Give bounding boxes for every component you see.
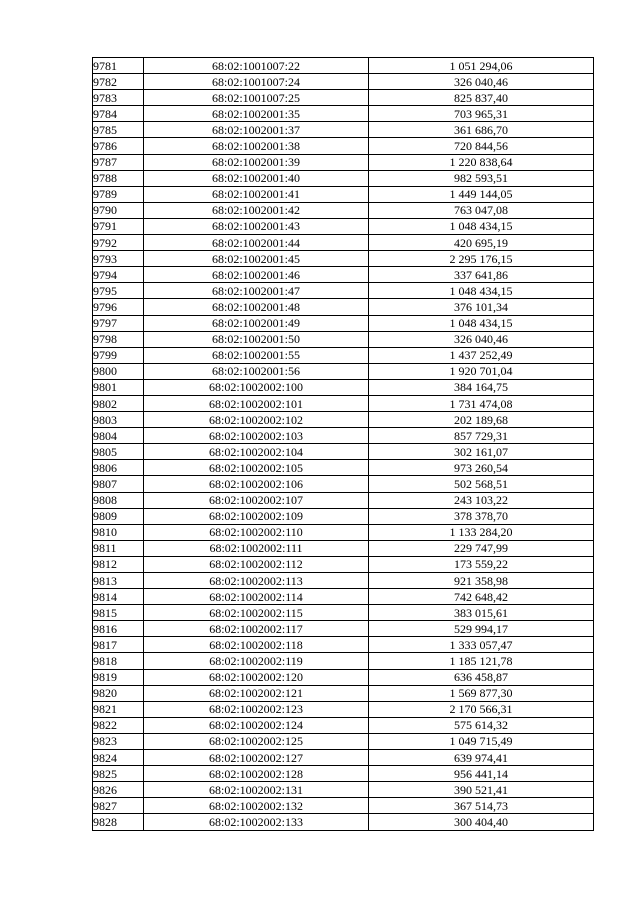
value-cell: 2 295 176,15 bbox=[369, 251, 594, 267]
cadastral-number-cell: 68:02:1001007:24 bbox=[144, 74, 369, 90]
cadastral-number-cell: 68:02:1002002:112 bbox=[144, 556, 369, 572]
cadastral-number-cell: 68:02:1002002:127 bbox=[144, 750, 369, 766]
table-row bbox=[93, 138, 594, 154]
cadastral-number-cell: 68:02:1002002:117 bbox=[144, 621, 369, 637]
cadastral-number-cell: 68:02:1002001:42 bbox=[144, 202, 369, 218]
table-row bbox=[93, 556, 594, 572]
row-number-cell: 9827 bbox=[93, 798, 144, 814]
value-cell: 1 437 252,49 bbox=[369, 347, 594, 363]
cadastral-number-cell: 68:02:1002002:118 bbox=[144, 637, 369, 653]
value-cell: 1 449 144,05 bbox=[369, 186, 594, 202]
table-row bbox=[93, 106, 594, 122]
row-number-cell: 9810 bbox=[93, 524, 144, 540]
cadastral-number-cell: 68:02:1002002:111 bbox=[144, 540, 369, 556]
cadastral-number-cell: 68:02:1002001:56 bbox=[144, 363, 369, 379]
cadastral-number-cell: 68:02:1002002:107 bbox=[144, 492, 369, 508]
cadastral-number-cell: 68:02:1002002:100 bbox=[144, 379, 369, 395]
value-cell: 361 686,70 bbox=[369, 122, 594, 138]
table-row bbox=[93, 476, 594, 492]
value-cell: 384 164,75 bbox=[369, 379, 594, 395]
value-cell: 383 015,61 bbox=[369, 605, 594, 621]
value-cell: 2 170 566,31 bbox=[369, 701, 594, 717]
value-cell: 1 185 121,78 bbox=[369, 653, 594, 669]
value-cell: 1 333 057,47 bbox=[369, 637, 594, 653]
table-row bbox=[93, 766, 594, 782]
row-number-cell: 9788 bbox=[93, 170, 144, 186]
table-row bbox=[93, 605, 594, 621]
cadastral-number-cell: 68:02:1002002:124 bbox=[144, 717, 369, 733]
cadastral-value-table bbox=[92, 57, 594, 831]
value-cell: 326 040,46 bbox=[369, 74, 594, 90]
row-number-cell: 9819 bbox=[93, 669, 144, 685]
cadastral-number-cell: 68:02:1002002:132 bbox=[144, 798, 369, 814]
value-cell: 763 047,08 bbox=[369, 202, 594, 218]
row-number-cell: 9793 bbox=[93, 251, 144, 267]
cadastral-number-cell: 68:02:1002002:114 bbox=[144, 589, 369, 605]
row-number-cell: 9798 bbox=[93, 331, 144, 347]
cadastral-number-cell: 68:02:1002001:49 bbox=[144, 315, 369, 331]
row-number-cell: 9784 bbox=[93, 106, 144, 122]
value-cell: 1 220 838,64 bbox=[369, 154, 594, 170]
row-number-cell: 9791 bbox=[93, 218, 144, 234]
row-number-cell: 9804 bbox=[93, 428, 144, 444]
table-row bbox=[93, 573, 594, 589]
row-number-cell: 9794 bbox=[93, 267, 144, 283]
cadastral-number-cell: 68:02:1002001:40 bbox=[144, 170, 369, 186]
value-cell: 529 994,17 bbox=[369, 621, 594, 637]
row-number-cell: 9792 bbox=[93, 235, 144, 251]
value-cell: 173 559,22 bbox=[369, 556, 594, 572]
row-number-cell: 9782 bbox=[93, 74, 144, 90]
value-cell: 825 837,40 bbox=[369, 90, 594, 106]
row-number-cell: 9812 bbox=[93, 556, 144, 572]
cadastral-number-cell: 68:02:1002002:102 bbox=[144, 412, 369, 428]
table-row bbox=[93, 218, 594, 234]
value-cell: 502 568,51 bbox=[369, 476, 594, 492]
cadastral-number-cell: 68:02:1002001:47 bbox=[144, 283, 369, 299]
cadastral-number-cell: 68:02:1002001:48 bbox=[144, 299, 369, 315]
value-cell: 1 049 715,49 bbox=[369, 733, 594, 749]
cadastral-number-cell: 68:02:1002002:123 bbox=[144, 701, 369, 717]
cadastral-number-cell: 68:02:1002001:44 bbox=[144, 235, 369, 251]
table-row bbox=[93, 798, 594, 814]
cadastral-number-cell: 68:02:1002001:41 bbox=[144, 186, 369, 202]
table-row bbox=[93, 750, 594, 766]
row-number-cell: 9785 bbox=[93, 122, 144, 138]
row-number-cell: 9820 bbox=[93, 685, 144, 701]
value-cell: 575 614,32 bbox=[369, 717, 594, 733]
cadastral-number-cell: 68:02:1001007:25 bbox=[144, 90, 369, 106]
table-row bbox=[93, 589, 594, 605]
value-cell: 973 260,54 bbox=[369, 460, 594, 476]
row-number-cell: 9803 bbox=[93, 412, 144, 428]
row-number-cell: 9818 bbox=[93, 653, 144, 669]
row-number-cell: 9781 bbox=[93, 58, 144, 74]
cadastral-number-cell: 68:02:1002002:119 bbox=[144, 653, 369, 669]
row-number-cell: 9816 bbox=[93, 621, 144, 637]
cadastral-number-cell: 68:02:1002001:46 bbox=[144, 267, 369, 283]
row-number-cell: 9826 bbox=[93, 782, 144, 798]
value-cell: 376 101,34 bbox=[369, 299, 594, 315]
table-row bbox=[93, 154, 594, 170]
value-cell: 243 103,22 bbox=[369, 492, 594, 508]
table-row bbox=[93, 202, 594, 218]
row-number-cell: 9789 bbox=[93, 186, 144, 202]
cadastral-number-cell: 68:02:1002002:103 bbox=[144, 428, 369, 444]
table-row bbox=[93, 508, 594, 524]
cadastral-number-cell: 68:02:1002002:120 bbox=[144, 669, 369, 685]
table-row bbox=[93, 395, 594, 411]
row-number-cell: 9825 bbox=[93, 766, 144, 782]
table-row bbox=[93, 186, 594, 202]
cadastral-number-cell: 68:02:1002001:39 bbox=[144, 154, 369, 170]
row-number-cell: 9815 bbox=[93, 605, 144, 621]
value-cell: 302 161,07 bbox=[369, 444, 594, 460]
cadastral-number-cell: 68:02:1002002:113 bbox=[144, 573, 369, 589]
table-row bbox=[93, 717, 594, 733]
value-cell: 300 404,40 bbox=[369, 814, 594, 830]
row-number-cell: 9813 bbox=[93, 573, 144, 589]
table-row bbox=[93, 412, 594, 428]
cadastral-number-cell: 68:02:1002002:105 bbox=[144, 460, 369, 476]
cadastral-number-cell: 68:02:1002002:110 bbox=[144, 524, 369, 540]
row-number-cell: 9805 bbox=[93, 444, 144, 460]
row-number-cell: 9828 bbox=[93, 814, 144, 830]
row-number-cell: 9823 bbox=[93, 733, 144, 749]
table-row bbox=[93, 331, 594, 347]
cadastral-number-cell: 68:02:1002001:37 bbox=[144, 122, 369, 138]
value-cell: 720 844,56 bbox=[369, 138, 594, 154]
value-cell: 636 458,87 bbox=[369, 669, 594, 685]
row-number-cell: 9806 bbox=[93, 460, 144, 476]
row-number-cell: 9814 bbox=[93, 589, 144, 605]
table-row bbox=[93, 251, 594, 267]
cadastral-number-cell: 68:02:1002002:115 bbox=[144, 605, 369, 621]
table-row bbox=[93, 621, 594, 637]
row-number-cell: 9783 bbox=[93, 90, 144, 106]
cadastral-number-cell: 68:02:1002001:55 bbox=[144, 347, 369, 363]
cadastral-number-cell: 68:02:1002001:45 bbox=[144, 251, 369, 267]
row-number-cell: 9799 bbox=[93, 347, 144, 363]
row-number-cell: 9807 bbox=[93, 476, 144, 492]
value-cell: 202 189,68 bbox=[369, 412, 594, 428]
table-row bbox=[93, 540, 594, 556]
table-row bbox=[93, 235, 594, 251]
table-row bbox=[93, 315, 594, 331]
table-row bbox=[93, 653, 594, 669]
table-row bbox=[93, 428, 594, 444]
row-number-cell: 9797 bbox=[93, 315, 144, 331]
value-cell: 367 514,73 bbox=[369, 798, 594, 814]
table-row bbox=[93, 363, 594, 379]
value-cell: 742 648,42 bbox=[369, 589, 594, 605]
cadastral-number-cell: 68:02:1002001:38 bbox=[144, 138, 369, 154]
value-cell: 420 695,19 bbox=[369, 235, 594, 251]
table-row bbox=[93, 299, 594, 315]
value-cell: 1 569 877,30 bbox=[369, 685, 594, 701]
value-cell: 857 729,31 bbox=[369, 428, 594, 444]
row-number-cell: 9802 bbox=[93, 395, 144, 411]
table-row bbox=[93, 701, 594, 717]
row-number-cell: 9817 bbox=[93, 637, 144, 653]
cadastral-number-cell: 68:02:1002002:125 bbox=[144, 733, 369, 749]
table-row bbox=[93, 283, 594, 299]
table-row bbox=[93, 460, 594, 476]
row-number-cell: 9787 bbox=[93, 154, 144, 170]
value-cell: 982 593,51 bbox=[369, 170, 594, 186]
row-number-cell: 9796 bbox=[93, 299, 144, 315]
row-number-cell: 9809 bbox=[93, 508, 144, 524]
table-body bbox=[93, 58, 594, 831]
cadastral-number-cell: 68:02:1002002:121 bbox=[144, 685, 369, 701]
row-number-cell: 9790 bbox=[93, 202, 144, 218]
row-number-cell: 9786 bbox=[93, 138, 144, 154]
table-row bbox=[93, 637, 594, 653]
table-row bbox=[93, 90, 594, 106]
cadastral-number-cell: 68:02:1002001:35 bbox=[144, 106, 369, 122]
cadastral-number-cell: 68:02:1002001:43 bbox=[144, 218, 369, 234]
table-row bbox=[93, 492, 594, 508]
table-row bbox=[93, 347, 594, 363]
row-number-cell: 9800 bbox=[93, 363, 144, 379]
row-number-cell: 9801 bbox=[93, 379, 144, 395]
table-row bbox=[93, 444, 594, 460]
value-cell: 1 133 284,20 bbox=[369, 524, 594, 540]
cadastral-number-cell: 68:02:1002001:50 bbox=[144, 331, 369, 347]
table-row bbox=[93, 733, 594, 749]
table-row bbox=[93, 379, 594, 395]
table-row bbox=[93, 170, 594, 186]
table-row bbox=[93, 685, 594, 701]
table-row bbox=[93, 814, 594, 830]
table-row bbox=[93, 58, 594, 74]
value-cell: 956 441,14 bbox=[369, 766, 594, 782]
cadastral-number-cell: 68:02:1002002:104 bbox=[144, 444, 369, 460]
value-cell: 639 974,41 bbox=[369, 750, 594, 766]
value-cell: 703 965,31 bbox=[369, 106, 594, 122]
value-cell: 390 521,41 bbox=[369, 782, 594, 798]
cadastral-number-cell: 68:02:1002002:131 bbox=[144, 782, 369, 798]
value-cell: 378 378,70 bbox=[369, 508, 594, 524]
table-row bbox=[93, 782, 594, 798]
table-row bbox=[93, 74, 594, 90]
cadastral-number-cell: 68:02:1002002:133 bbox=[144, 814, 369, 830]
row-number-cell: 9795 bbox=[93, 283, 144, 299]
row-number-cell: 9824 bbox=[93, 750, 144, 766]
value-cell: 229 747,99 bbox=[369, 540, 594, 556]
cadastral-number-cell: 68:02:1001007:22 bbox=[144, 58, 369, 74]
value-cell: 1 920 701,04 bbox=[369, 363, 594, 379]
value-cell: 1 048 434,15 bbox=[369, 283, 594, 299]
value-cell: 337 641,86 bbox=[369, 267, 594, 283]
document-page bbox=[92, 57, 590, 831]
cadastral-number-cell: 68:02:1002002:101 bbox=[144, 395, 369, 411]
value-cell: 1 048 434,15 bbox=[369, 218, 594, 234]
table-row bbox=[93, 524, 594, 540]
value-cell: 921 358,98 bbox=[369, 573, 594, 589]
row-number-cell: 9811 bbox=[93, 540, 144, 556]
row-number-cell: 9821 bbox=[93, 701, 144, 717]
value-cell: 1 731 474,08 bbox=[369, 395, 594, 411]
table-row bbox=[93, 267, 594, 283]
table-row bbox=[93, 669, 594, 685]
row-number-cell: 9808 bbox=[93, 492, 144, 508]
value-cell: 326 040,46 bbox=[369, 331, 594, 347]
cadastral-number-cell: 68:02:1002002:106 bbox=[144, 476, 369, 492]
cadastral-number-cell: 68:02:1002002:109 bbox=[144, 508, 369, 524]
value-cell: 1 051 294,06 bbox=[369, 58, 594, 74]
value-cell: 1 048 434,15 bbox=[369, 315, 594, 331]
row-number-cell: 9822 bbox=[93, 717, 144, 733]
cadastral-number-cell: 68:02:1002002:128 bbox=[144, 766, 369, 782]
table-row bbox=[93, 122, 594, 138]
